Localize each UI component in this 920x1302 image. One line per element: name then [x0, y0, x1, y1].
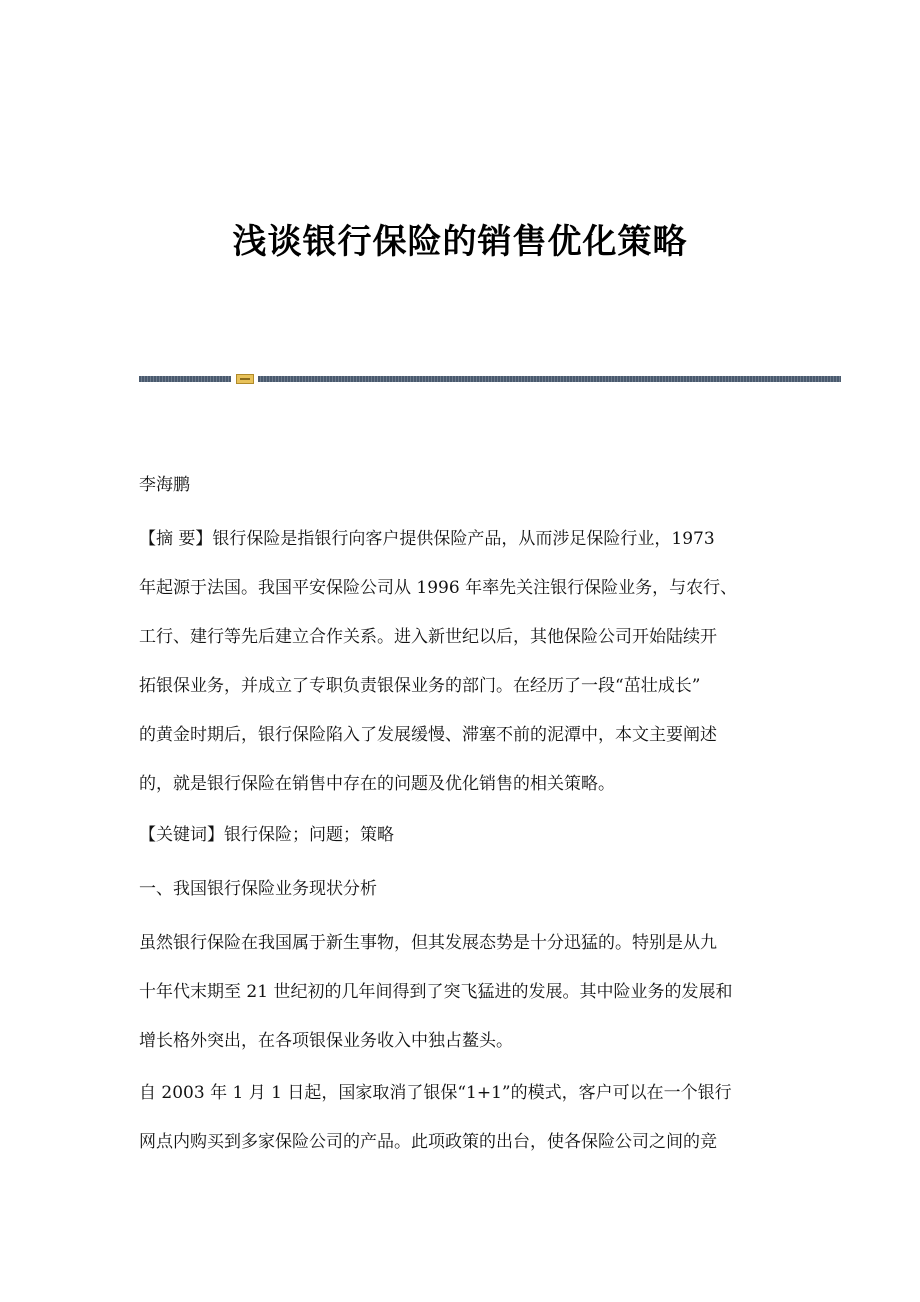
abstract [139, 524, 779, 801]
paragraph-line: 增长格外突出，在各项银保业务收入中独占鳌头。 [139, 1031, 513, 1051]
paragraph-line: 自 2003 年 1 月 1 日起，国家取消了银保“1+1”的模式，客户可以在一个银行 [139, 1083, 732, 1103]
divider-ornament-icon [236, 374, 254, 384]
document-title: 浅谈银行保险的销售优化策略 [232, 222, 688, 262]
abstract-line: 拓银保业务，并成立了专职负责银保业务的部门。在经历了一段“茁壮成长” [139, 676, 701, 696]
body-paragraph [139, 1078, 779, 1159]
abstract-line: 【摘 要】银行保险是指银行向客户提供保险产品，从而涉足保险行业，1973 [139, 529, 715, 549]
body-paragraph [139, 928, 779, 1058]
paragraph-line: 十年代末期至 21 世纪初的几年间得到了突飞猛进的发展。其中险业务的发展和 [139, 982, 733, 1002]
abstract-line: 工行、建行等先后建立合作关系。进入新世纪以后，其他保险公司开始陆续开 [139, 627, 717, 647]
abstract-line: 的，就是银行保险在销售中存在的问题及优化销售的相关策略。 [139, 774, 615, 794]
divider-bar-left [139, 376, 231, 382]
paragraph-line: 网点内购买到多家保险公司的产品。此项政策的出台，使各保险公司之间的竞 [139, 1132, 717, 1152]
abstract-line: 的黄金时期后，银行保险陷入了发展缓慢、滞塞不前的泥潭中，本文主要阐述 [139, 725, 717, 745]
title-divider [139, 374, 841, 384]
author-name: 李海鹏 [139, 475, 190, 495]
paragraph-line: 虽然银行保险在我国属于新生事物，但其发展态势是十分迅猛的。特别是从九 [139, 933, 717, 953]
abstract-line: 年起源于法国。我国平安保险公司从 1996 年率先关注银行保险业务，与农行、 [139, 578, 738, 598]
divider-bar-right [258, 376, 841, 382]
section-heading: 一、我国银行保险业务现状分析 [139, 879, 377, 899]
keywords: 【关键词】银行保险；问题；策略 [139, 825, 394, 845]
